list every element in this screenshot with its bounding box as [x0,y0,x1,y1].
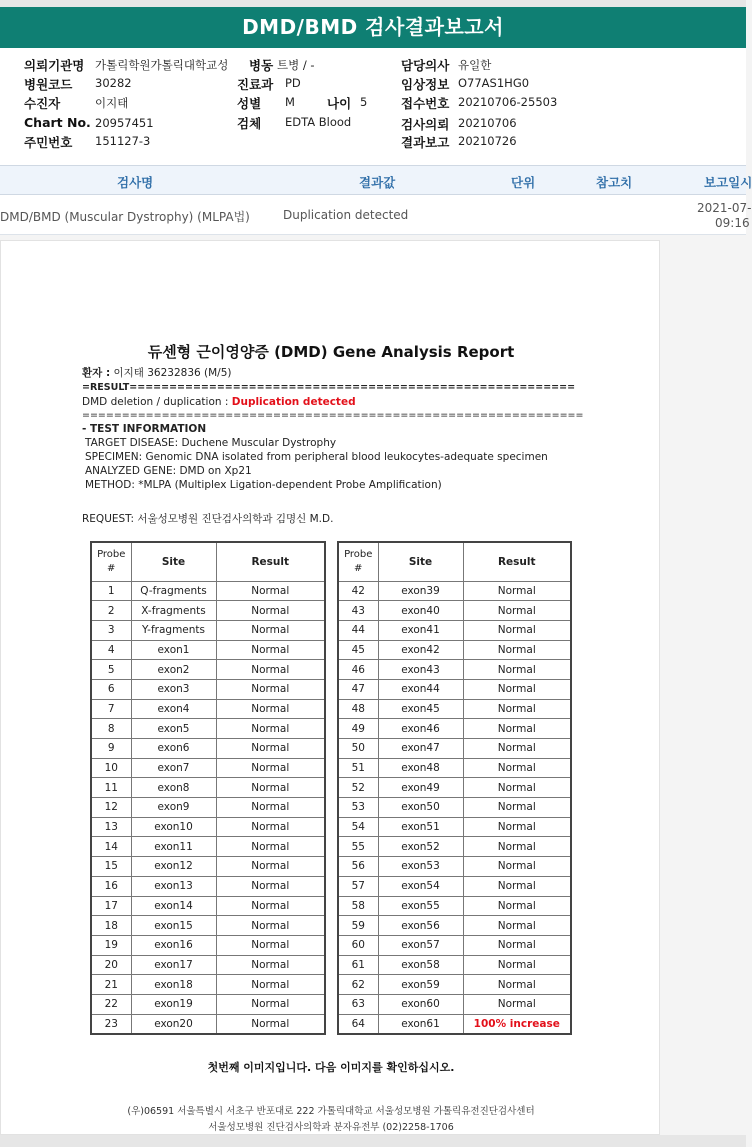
probe-result: Normal [216,778,325,798]
table-row [338,916,571,936]
gene-report-title: 듀센형 근이영양증 (DMD) Gene Analysis Report [147,343,515,361]
receipt-label: 접수번호 [401,96,450,111]
probe-result: Normal [463,620,571,640]
resident-label: 주민번호 [24,135,73,150]
column-header-reference[interactable]: 참고치 [596,175,633,190]
table-row [91,817,325,837]
probe-result: Normal [216,837,325,857]
probe-number: 4 [91,640,131,660]
probe-site: exon44 [378,679,463,699]
probe-result: Normal [463,778,571,798]
probe-number: 6 [91,679,131,699]
probe-result: Normal [216,699,325,719]
probe-site: exon14 [131,896,216,916]
clinical-value: O77AS1HG0 [458,76,530,90]
probe-number: 56 [338,857,378,877]
row-report-date: 2021-07- [697,201,752,215]
institution-label: 의뢰기관명 [24,58,85,73]
table-row [91,798,325,818]
probe-result: Normal [216,581,325,601]
table-row [91,739,325,759]
probe-number: 51 [338,758,378,778]
table-row [91,935,325,955]
probe-number: 53 [338,798,378,818]
probe-site: exon53 [378,857,463,877]
age-label: 나이 [327,96,352,111]
probe-number: 18 [91,916,131,936]
probe-number: 12 [91,798,131,818]
probe-result: Normal [463,955,571,975]
probe-number: 9 [91,739,131,759]
address-line-2: 서울성모병원 진단검사의학과 분자유전부 (02)2258-1706 [208,1122,454,1133]
probe-result: Normal [216,935,325,955]
table-row [91,955,325,975]
probe-number: 15 [91,857,131,877]
patient-line-value: 이지태 36232836 (M/5) [110,367,232,379]
table-row [338,581,571,601]
probe-result: Normal [216,679,325,699]
probe-result: Normal [463,739,571,759]
table-row [91,699,325,719]
probe-site: exon49 [378,778,463,798]
table-row [338,601,571,621]
table-row [91,620,325,640]
result-header: Result [463,542,571,581]
probe-result: Normal [463,758,571,778]
resident-value: 151127-3 [95,134,151,148]
table-row [91,719,325,739]
table-row [338,975,571,995]
report-date-label: 결과보고 [401,135,450,150]
row-report-time: 09:16 [715,216,750,230]
probe-result: Normal [463,679,571,699]
probe-number: 1 [91,581,131,601]
probe-number: 54 [338,817,378,837]
probe-site: exon55 [378,896,463,916]
probe-site: exon1 [131,640,216,660]
probe-site: exon17 [131,955,216,975]
probe-result: Normal [216,896,325,916]
probe-site: exon20 [131,1014,216,1034]
probe-number: 17 [91,896,131,916]
receipt-value: 20210706-25503 [458,95,558,109]
probe-number: 23 [91,1014,131,1034]
probe-result: Normal [216,1014,325,1034]
column-header-result[interactable]: 결과값 [359,175,396,190]
chart-label: Chart No. [24,115,91,130]
probe-result: Normal [216,994,325,1014]
clinical-label: 임상정보 [401,77,450,92]
probe-result: Normal [463,837,571,857]
specimen-label: 검체 [237,116,262,131]
page-note: 첫번째 이미지입니다. 다음 이미지를 확인하십시오. [207,1061,455,1074]
probe-number: 62 [338,975,378,995]
probe-result: Normal [463,935,571,955]
site-header: Site [378,542,463,581]
table-row [338,994,571,1014]
table-row [338,1014,571,1034]
probe-result: Normal [216,640,325,660]
probe-number: 44 [338,620,378,640]
probe-site: exon4 [131,699,216,719]
patient-line [82,365,232,380]
probe-number: 42 [338,581,378,601]
hospital-code-label: 병원코드 [24,77,73,92]
table-row [338,857,571,877]
deletion-label: DMD deletion / duplication : [82,396,232,408]
table-row [338,778,571,798]
probe-site: exon57 [378,935,463,955]
info-separator: =============================================================== [82,410,584,421]
table-row [91,896,325,916]
chart-value: 20957451 [95,116,154,130]
column-header-unit[interactable]: 단위 [511,175,536,190]
probe-number: 55 [338,837,378,857]
patient-info-panel [0,48,746,165]
probe-number: 2 [91,601,131,621]
probe-site: exon2 [131,660,216,680]
table-row [338,798,571,818]
probe-result: Normal [216,975,325,995]
table-row [91,994,325,1014]
probe-site: exon60 [378,994,463,1014]
table-row [338,758,571,778]
table-row [91,1014,325,1034]
probe-number: 59 [338,916,378,936]
probe-site: exon61 [378,1014,463,1034]
table-row [91,837,325,857]
table-row [338,620,571,640]
probe-result: Normal [216,601,325,621]
probe-result: 100% increase [463,1014,571,1034]
probe-number: 22 [91,994,131,1014]
examinee-value: 이지태 [95,96,129,110]
probe-result: Normal [463,581,571,601]
probe-site: exon52 [378,837,463,857]
table-row [338,837,571,857]
probe-number: 57 [338,876,378,896]
probe-number: 43 [338,601,378,621]
probe-result: Normal [463,699,571,719]
table-row [91,581,325,601]
probe-site: exon10 [131,817,216,837]
probe-result: Normal [463,660,571,680]
probe-site: exon58 [378,955,463,975]
table-row [338,719,571,739]
result-header: Result [216,542,325,581]
probe-site: exon40 [378,601,463,621]
probe-site: exon43 [378,660,463,680]
probe-result: Normal [463,640,571,660]
probe-site: exon8 [131,778,216,798]
probe-site: Q-fragments [131,581,216,601]
dept-label: 진료과 [237,77,274,92]
probe-site: exon46 [378,719,463,739]
probe-result: Normal [463,876,571,896]
probe-site: exon45 [378,699,463,719]
deletion-value: Duplication detected [231,396,356,408]
target-disease: TARGET DISEASE: Duchene Muscular Dystrophy [85,437,337,449]
probe-site: exon19 [131,994,216,1014]
top-strip [0,0,746,7]
probe-table-left [90,541,326,1035]
probe-number: 16 [91,876,131,896]
probe-number: 61 [338,955,378,975]
probe-site: exon51 [378,817,463,837]
probe-result: Normal [216,876,325,896]
ward-value: 트병 / - [277,58,315,72]
age-value: 5 [360,95,368,109]
site-header: Site [131,542,216,581]
specimen-info: SPECIMEN: Genomic DNA isolated from peripheral blood leukocytes-adequate specimen [85,451,548,463]
probe-site: exon48 [378,758,463,778]
hospital-code-value: 30282 [95,76,132,90]
table-row [338,679,571,699]
table-row [338,935,571,955]
probe-number: 58 [338,896,378,916]
probe-number: 49 [338,719,378,739]
table-row [91,778,325,798]
probe-result: Normal [216,916,325,936]
result-table-header [0,165,752,195]
examinee-label: 수진자 [24,96,61,111]
probe-result: Normal [216,660,325,680]
probe-site: exon47 [378,739,463,759]
probe-result: Normal [216,739,325,759]
probe-result: Normal [463,916,571,936]
probe-number: 10 [91,758,131,778]
probe-number: 60 [338,935,378,955]
probe-number: 46 [338,660,378,680]
doctor-value: 유일한 [458,58,492,72]
method-info: METHOD: *MLPA (Multiplex Ligation-dependent Probe Amplification) [85,479,442,491]
table-row [91,758,325,778]
analyzed-gene: ANALYZED GENE: DMD on Xp21 [85,465,252,477]
table-row [91,679,325,699]
table-row [91,601,325,621]
probe-result: Normal [216,719,325,739]
probe-result: Normal [463,601,571,621]
table-row [338,640,571,660]
probe-result: Normal [463,719,571,739]
probe-result: Normal [216,758,325,778]
report-title: DMD/BMD 검사결과보고서 [0,7,746,48]
probe-site: exon13 [131,876,216,896]
probe-result: Normal [216,620,325,640]
specimen-value: EDTA Blood [285,115,352,129]
column-header-test-name[interactable]: 검사명 [117,175,154,190]
probe-site: exon3 [131,679,216,699]
probe-site: exon39 [378,581,463,601]
probe-number: 47 [338,679,378,699]
probe-site: exon16 [131,935,216,955]
probe-result: Normal [463,798,571,818]
probe-number: 48 [338,699,378,719]
probe-site: exon7 [131,758,216,778]
probe-result: Normal [216,817,325,837]
probe-result: Normal [463,896,571,916]
probe-site: exon5 [131,719,216,739]
probe-table-right [337,541,572,1035]
probe-result: Normal [216,857,325,877]
probe-result: Normal [463,817,571,837]
address-line-1: (우)06591 서울특별시 서초구 반포대로 222 가톨릭대학교 서울성모병원 가톨릭유전진단검사센터 [127,1106,535,1117]
probe-number: 11 [91,778,131,798]
institution-value: 가톨릭학원가톨릭대학교성 [95,58,229,72]
probe-result: Normal [463,857,571,877]
probe-result: Normal [216,955,325,975]
probe-result: Normal [463,994,571,1014]
deletion-line [82,396,356,408]
probe-site: exon6 [131,739,216,759]
patient-line-label: 환자 : [82,367,111,379]
table-row [91,876,325,896]
probe-header: Probe # [338,542,378,581]
probe-number: 63 [338,994,378,1014]
probe-number: 52 [338,778,378,798]
dept-value: PD [285,76,301,90]
probe-number: 45 [338,640,378,660]
probe-site: exon15 [131,916,216,936]
probe-number: 19 [91,935,131,955]
table-row [338,660,571,680]
probe-site: exon50 [378,798,463,818]
table-row [338,817,571,837]
sex-label: 성별 [237,96,262,111]
probe-site: exon41 [378,620,463,640]
probe-number: 3 [91,620,131,640]
table-row [91,640,325,660]
report-image [0,240,660,1135]
probe-number: 8 [91,719,131,739]
table-row [338,699,571,719]
request-info: REQUEST: 서울성모병원 진단검사의학과 김명신 M.D. [82,513,334,525]
table-row [91,660,325,680]
table-row [338,896,571,916]
request-date-label: 검사의뢰 [401,117,450,132]
report-date-value: 20210726 [458,134,517,148]
result-separator: =RESULT======================================================== [82,382,576,393]
probe-number: 50 [338,739,378,759]
request-date-value: 20210706 [458,116,517,130]
table-row [338,955,571,975]
probe-site: Y-fragments [131,620,216,640]
sex-value: M [285,95,295,109]
probe-site: exon56 [378,916,463,936]
probe-site: exon54 [378,876,463,896]
probe-number: 64 [338,1014,378,1034]
probe-number: 14 [91,837,131,857]
probe-header: Probe # [91,542,131,581]
probe-site: X-fragments [131,601,216,621]
probe-site: exon18 [131,975,216,995]
test-info-heading: - TEST INFORMATION [82,423,207,435]
table-row [91,916,325,936]
probe-site: exon12 [131,857,216,877]
probe-site: exon9 [131,798,216,818]
bottom-strip [0,1135,746,1147]
probe-site: exon59 [378,975,463,995]
row-test-name: DMD/BMD (Muscular Dystrophy) (MLPA법) [0,210,250,224]
probe-result: Normal [216,798,325,818]
probe-number: 21 [91,975,131,995]
table-row [338,876,571,896]
probe-site: exon11 [131,837,216,857]
probe-number: 5 [91,660,131,680]
probe-site: exon42 [378,640,463,660]
doctor-label: 담당의사 [401,58,450,73]
table-row[interactable] [0,195,752,235]
table-row [91,857,325,877]
table-row [338,739,571,759]
table-row [91,975,325,995]
probe-result: Normal [463,975,571,995]
probe-number: 7 [91,699,131,719]
row-result-value: Duplication detected [283,208,409,222]
column-header-report-date[interactable]: 보고일시 [704,175,752,190]
ward-label: 병동 [249,58,274,73]
probe-number: 20 [91,955,131,975]
probe-number: 13 [91,817,131,837]
